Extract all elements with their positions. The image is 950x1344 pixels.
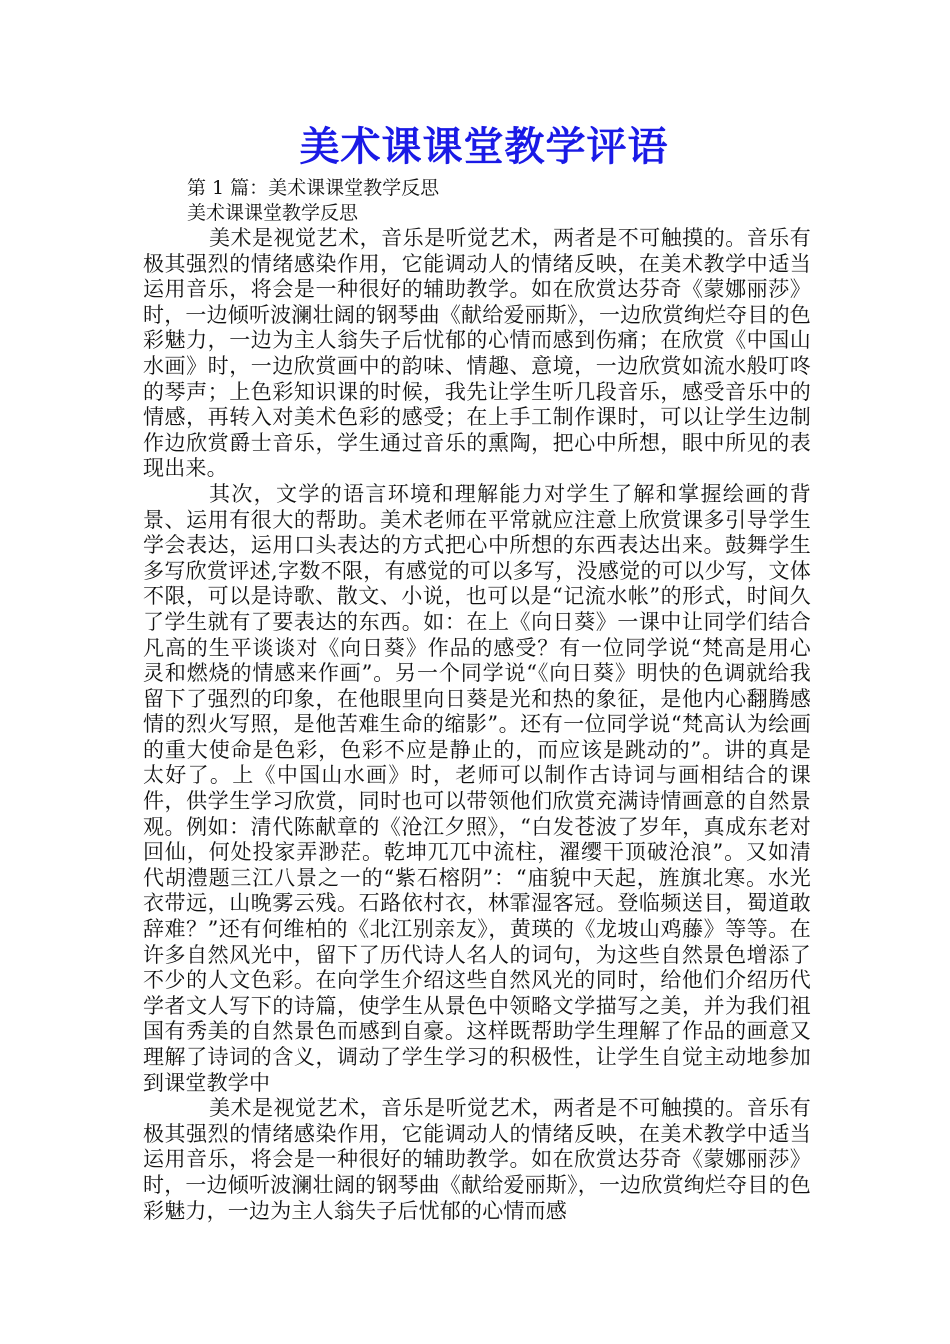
body-paragraph: 美术是视觉艺术，音乐是听觉艺术，两者是不可触摸的。音乐有极其强烈的情绪感染作用，它能调动人的情绪反映，在美术教学中适当运用音乐，将会是一种很好的辅助教学。如在欣赏达芬奇《蒙娜丽莎》时，一边倾听波澜壮阔的钢琴曲《献给爱丽斯》，一边欣赏绚烂夺目的色彩魅力，一边为主人翁失子后忧郁的心情而感到伤痛；在欣赏《中国山水画》时，一边欣赏画中的韵味、情趣、意境，一边欣赏如流水般叮咚的琴声；上色彩知识课的时候，我先让学生听几段音乐，感受音乐中的情感，再转入对美术色彩的感受；在上手工制作课时，可以让学生边制作边欣赏爵士音乐，学生通过音乐的熏陶，把心中所想，眼中所见的表现出来。 [143, 226, 811, 481]
document-page [143, 118, 811, 1224]
sub-heading: 美术课课堂教学反思 [187, 202, 359, 224]
document-title: 美术课课堂教学评语 [299, 123, 669, 170]
section-heading: 第 1 篇：美术课课堂教学反思 [187, 177, 440, 199]
body-paragraph: 美术是视觉艺术，音乐是听觉艺术，两者是不可触摸的。音乐有极其强烈的情绪感染作用，它能调动人的情绪反映，在美术教学中适当运用音乐，将会是一种很好的辅助教学。如在欣赏达芬奇《蒙娜丽莎》时，一边倾听波澜壮阔的钢琴曲《献给爱丽斯》，一边欣赏绚烂夺目的色彩魅力，一边为主人翁失子后忧郁的心情而感 [143, 1096, 811, 1223]
body-paragraph: 其次，文学的语言环境和理解能力对学生了解和掌握绘画的背景、运用有很大的帮助。美术老师在平常就应注意上欣赏课多引导学生学会表达，运用口头表达的方式把心中所想的东西表达出来。鼓舞学生多写欣赏评述,字数不限，有感觉的可以多写，没感觉的可以少写，文体不限，可以是诗歌、散文、小说，也可以是“记流水帐”的形式，时间久了学生就有了要表达的东西。如：在上《向日葵》一课中让同学们结合凡高的生平谈谈对《向日葵》作品的感受？有一位同学说“梵高是用心灵和燃烧的情感来作画”。另一个同学说“《向日葵》明快的色调就给我留下了强烈的印象，在他眼里向日葵是光和热的象征，是他内心翻腾感情的烈火写照，是他苦难生命的缩影”。还有一位同学说“梵高认为绘画的重大使命是色彩，色彩不应是静止的，而应该是跳动的”。讲的真是太好了。上《中国山水画》时，老师可以制作古诗词与画相结合的课件，供学生学习欣赏，同时也可以带领他们欣赏充满诗情画意的自然景观。例如：清代陈献章的《沧江夕照》，“白发苍波了岁年，真成东老对回仙，何处投家弄渺茫。乾坤兀兀中流柱，濯缨干顶破沧浪”。又如清代胡澧题三江八景之一的“紫石榕阴”：“庙貌中天起，旌旗北寒。水光衣带远，山晚雾云残。石路依村衣，林霏湿客冠。登临频送目，蜀道敢辞难？”还有何维柏的《北江别亲友》，黄瑛的《龙坡山鸡藤》等等。在许多自然风光中，留下了历代诗人名人的词句，为这些自然景色增添了不少的人文色彩。在向学生介绍这些自然风光的同时，给他们介绍历代学者文人写下的诗篇，使学生从景色中领略文学描写之美，并为我们祖国有秀美的自然景色而感到自豪。这样既帮助学生理解了作品的画意又理解了诗词的含义，调动了学生学习的积极性，让学生自觉主动地参加到课堂教学中 [143, 481, 811, 1095]
